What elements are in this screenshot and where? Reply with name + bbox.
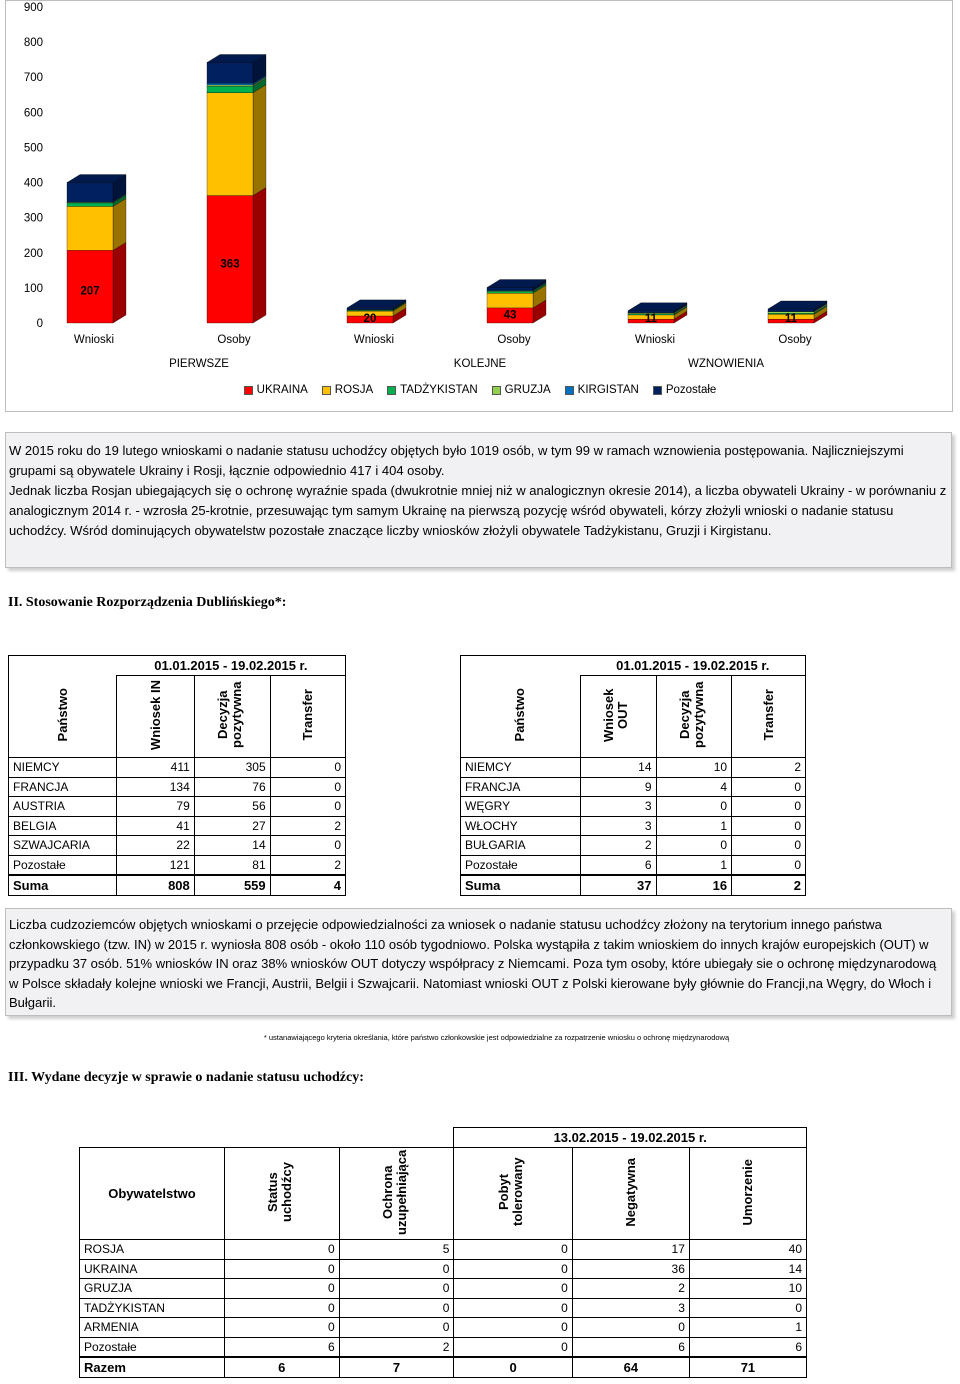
row-label: BELGIA [9,816,117,836]
summary-paragraph-1: W 2015 roku do 19 lutego wnioskami o nadanie statusu uchodźcy objętych było 1019 osób, w tym 99 w ramach wznowienia postępowania. Najliczniejszymi grupami są obywatele Ukrainy i Rosji, łącznie odpowiednio 417 i 404 osoby. [9,443,904,478]
cell-value: 0 [270,836,345,856]
out-header-transfer: Transfer [760,689,776,741]
cell-value: 0 [339,1318,454,1338]
row-label: Pozostałe [80,1337,225,1357]
table-row [461,797,806,817]
cell-value: 64 [572,1357,689,1377]
row-label: WĘGRY [461,797,581,817]
table-row [9,758,346,778]
cell-value: 10 [689,1279,806,1299]
row-label: SZWAJCARIA [9,836,117,856]
table-total-row [80,1357,807,1377]
cell-value: 3 [580,797,656,817]
row-label: NIEMCY [461,758,581,778]
decisions-header-subsidiary: Ochrona uzupełniająca [379,1149,409,1235]
cell-value: 4 [656,777,732,797]
cell-value: 0 [454,1279,572,1299]
bar-segment [487,293,533,308]
cell-value: 0 [454,1337,572,1357]
cell-value: 134 [117,777,195,797]
data-label: 207 [80,285,100,298]
x-group-label: KOLEJNE [453,358,507,370]
cell-value: 0 [270,758,345,778]
x-category-label: Wnioski [634,334,676,346]
out-header-country: Państwo [512,688,528,742]
in-header-wniosek: Wniosek IN [147,679,163,751]
cell-value: 0 [454,1318,572,1338]
bar-segment [487,288,533,290]
row-label: FRANCJA [461,777,581,797]
cell-value: 2 [572,1279,689,1299]
in-header-decision: Decyzja pozytywna [215,681,245,749]
row-label: FRANCJA [9,777,117,797]
row-label: AUSTRIA [9,797,117,817]
legend-swatch [565,386,574,395]
row-label: TADŻYKISTAN [80,1298,225,1318]
cell-value: 808 [117,875,195,895]
cell-value: 9 [580,777,656,797]
cell-value: 71 [689,1357,806,1377]
cell-value: 16 [656,875,732,895]
legend-item [492,384,551,396]
y-tick-label: 300 [23,212,43,225]
bar-segment [207,62,253,83]
bar-segment [207,93,253,196]
y-tick-label: 700 [23,72,43,85]
y-tick-label: 400 [23,177,43,190]
out-period: 01.01.2015 - 19.02.2015 r. [580,656,805,676]
row-label: Razem [80,1357,225,1377]
bar-segment-side [253,85,266,196]
cell-value: 2 [270,855,345,875]
cell-value: 0 [572,1318,689,1338]
bar-segment-side [113,242,126,323]
cell-value: 14 [580,758,656,778]
cell-value: 0 [339,1279,454,1299]
cell-value: 0 [270,777,345,797]
cell-value: 0 [224,1318,339,1338]
table-row [9,836,346,856]
dublin-out-table [460,655,806,896]
summary-paragraph-2: Jednak liczba Rosjan ubiegających się o ochronę wyraźnie spada (dwukrotnie mniej niż w analogicznyn okresie 2014), a liczba obywateli Ukrainy - w porównaniu z analogicznym 2014 r. - wzrosła 25-krotnie, przesuwając tym samym Ukrainę na pierwszą pozycję wśród obywateli, kórzy złożyli wnioski o nadanie statusu uchodźcy. Wśród dominujących obywatelstw pozostałe znaczące liczby wniosków złożyli obywatele Tadżykistanu, Gruzji i Kirgistanu. [9,483,947,538]
legend-label: GRUZJA [504,384,551,396]
legend-label: UKRAINA [256,384,308,396]
cell-value: 0 [454,1298,572,1318]
cell-value: 27 [194,816,270,836]
decisions-header-status: Status uchodźcy [264,1162,294,1222]
decisions-table [79,1127,807,1378]
data-label: 11 [784,313,798,325]
cell-value: 3 [572,1298,689,1318]
cell-value: 0 [656,797,732,817]
cell-value: 5 [339,1240,454,1260]
cell-value: 1 [656,816,732,836]
y-tick-label: 200 [23,247,43,260]
table-total-row [9,875,346,895]
bar-segment [67,183,113,202]
in-period: 01.01.2015 - 19.02.2015 r. [117,656,346,676]
section-3-heading: III. Wydane decyzje w sprawie o nadanie statusu uchodźcy: [8,1070,364,1085]
bar-segment [207,85,253,86]
out-header-decision: Decyzja pozytywna [676,681,706,749]
row-label: Suma [461,875,581,895]
table-row [9,816,346,836]
cell-value: 6 [224,1337,339,1357]
table-row [80,1279,807,1299]
decisions-header-discontinued: Umorzenie [739,1158,755,1226]
cell-value: 0 [454,1240,572,1260]
cell-value: 2 [732,875,806,895]
cell-value: 0 [224,1259,339,1279]
cell-value: 56 [194,797,270,817]
row-label: UKRAINA [80,1259,225,1279]
cell-value: 121 [117,855,195,875]
cell-value: 0 [224,1279,339,1299]
legend-swatch [322,386,331,395]
decisions-header-negative: Negatywna [622,1157,638,1227]
cell-value: 0 [224,1240,339,1260]
cell-value: 81 [194,855,270,875]
data-label: 20 [363,313,377,325]
table-row [461,836,806,856]
cell-value: 0 [689,1298,806,1318]
bar-segment [487,291,533,293]
y-tick-label: 900 [23,2,43,14]
row-label: Pozostałe [461,855,581,875]
legend-swatch [387,386,396,395]
cell-value: 0 [270,797,345,817]
legend-item [565,384,639,396]
bar-segment [207,83,253,85]
stacked-bar-chart [6,1,954,413]
legend-item [322,384,373,396]
cell-value: 411 [117,758,195,778]
table-row [461,758,806,778]
x-category-label: Osoby [778,334,812,346]
x-category-label: Wnioski [73,334,115,346]
table-row [9,777,346,797]
table-row [80,1318,807,1338]
cell-value: 14 [194,836,270,856]
row-label: GRUZJA [80,1279,225,1299]
cell-value: 0 [732,797,806,817]
y-tick-label: 0 [36,318,43,330]
data-label: 363 [220,258,240,271]
cell-value: 2 [732,758,806,778]
x-group-label: WZNOWIENIA [687,358,765,370]
table-row [461,855,806,875]
bar-segment [207,86,253,92]
bar-segment [67,206,113,250]
row-label: Pozostałe [9,855,117,875]
y-tick-label: 100 [23,282,43,295]
decisions-period: 13.02.2015 - 19.02.2015 r. [454,1128,807,1148]
data-label: 43 [503,309,517,322]
cell-value: 6 [572,1337,689,1357]
table-row [80,1259,807,1279]
summary-box [5,432,952,568]
dublin-in-table [8,655,346,896]
cell-value: 0 [732,777,806,797]
cell-value: 0 [732,855,806,875]
legend-swatch [653,386,662,395]
cell-value: 3 [580,816,656,836]
cell-value: 0 [732,836,806,856]
section-2-heading: II. Stosowanie Rozporządzenia Dublińskiego*: [8,595,287,610]
legend-label: ROSJA [334,384,374,396]
bar-segment [67,203,113,207]
table-row [9,855,346,875]
x-group-label: PIERWSZE [169,358,229,370]
cell-value: 0 [339,1259,454,1279]
bar-segment [768,309,814,311]
cell-value: 6 [580,855,656,875]
row-label: ROSJA [80,1240,225,1260]
footnote: * ustanawiającego kryteria określania, które państwo członkowskie jest odpowiedzialne za rozpatrzenie wniosku o ochronę międzynarodową [263,1033,730,1042]
cell-value: 2 [270,816,345,836]
cell-value: 14 [689,1259,806,1279]
table-row [461,816,806,836]
row-label: ARMENIA [80,1318,225,1338]
y-tick-label: 600 [23,107,43,120]
cell-value: 0 [339,1298,454,1318]
legend-item [653,384,717,396]
in-header-country: Państwo [54,688,70,742]
cell-value: 0 [224,1298,339,1318]
cell-value: 305 [194,758,270,778]
table-row [9,797,346,817]
chart-legend [6,384,954,396]
cell-value: 4 [270,875,345,895]
table-total-row [461,875,806,895]
row-label: NIEMCY [9,758,117,778]
cell-value: 37 [580,875,656,895]
table-row [80,1298,807,1318]
row-label: WŁOCHY [461,816,581,836]
cell-value: 22 [117,836,195,856]
dublin-note: Liczba cudzoziemców objętych wnioskami o przejęcie odpowiedzialności za wniosek o nadanie statusu uchodźcy złożony na terytorium innego państwa członkowskiego (tzw. IN) w 2015 r. wyniosła 808 osób - około 110 osób tygodniowo. Polska wystąpiła z takim wnioskiem do innych krajów europejskich (OUT) w przypadku 37 osób. 51% wniosków IN oraz 38% wniosków OUT dotyczy współpracy z Niemcami. Poza tym osoby, które ubiegały sie o ochronę międzynarodową w Polsce składały kolejne wnioski we Francji, Austrii, Belgii i Szwajcarii. Natomiast wnioski OUT z Polski kierowane były głównie do Francji,na Węgry, do Włoch i Bułgarii. [5,908,952,1016]
cell-value: 0 [454,1259,572,1279]
y-tick-label: 500 [23,142,43,155]
cell-value: 6 [689,1337,806,1357]
x-category-label: Osoby [217,334,251,346]
cell-value: 6 [224,1357,339,1377]
decisions-header-citizenship: Obywatelstwo [80,1148,225,1240]
decisions-header-tolerated: Pobyt tolerowany [496,1157,526,1227]
table-row [80,1240,807,1260]
table-row [80,1337,807,1357]
cell-value: 0 [732,816,806,836]
cell-value: 1 [689,1318,806,1338]
y-tick-label: 800 [23,37,43,50]
legend-item [244,384,308,396]
cell-value: 41 [117,816,195,836]
row-label: BUŁGARIA [461,836,581,856]
legend-label: Pozostałe [665,384,717,396]
x-category-label: Osoby [497,334,531,346]
table-row [461,777,806,797]
in-header-transfer: Transfer [299,689,315,741]
cell-value: 36 [572,1259,689,1279]
data-label: 11 [644,313,658,325]
cell-value: 7 [339,1357,454,1377]
bar-segment-side [113,198,126,250]
cell-value: 17 [572,1240,689,1260]
x-category-label: Wnioski [353,334,395,346]
chart-frame [5,0,953,412]
cell-value: 76 [194,777,270,797]
bar-segment [347,308,393,309]
cell-value: 1 [656,855,732,875]
out-header-wniosek: Wniosek OUT [601,688,631,742]
cell-value: 0 [454,1357,572,1377]
legend-label: TADŻYKISTAN [400,384,478,396]
legend-label: KIRGISTAN [577,384,639,396]
cell-value: 10 [656,758,732,778]
cell-value: 2 [580,836,656,856]
legend-swatch [492,386,501,395]
legend-item [387,384,478,396]
cell-value: 79 [117,797,195,817]
cell-value: 559 [194,875,270,895]
cell-value: 2 [339,1337,454,1357]
cell-value: 0 [656,836,732,856]
row-label: Suma [9,875,117,895]
cell-value: 40 [689,1240,806,1260]
legend-swatch [244,386,253,395]
bar-segment-side [253,188,266,323]
